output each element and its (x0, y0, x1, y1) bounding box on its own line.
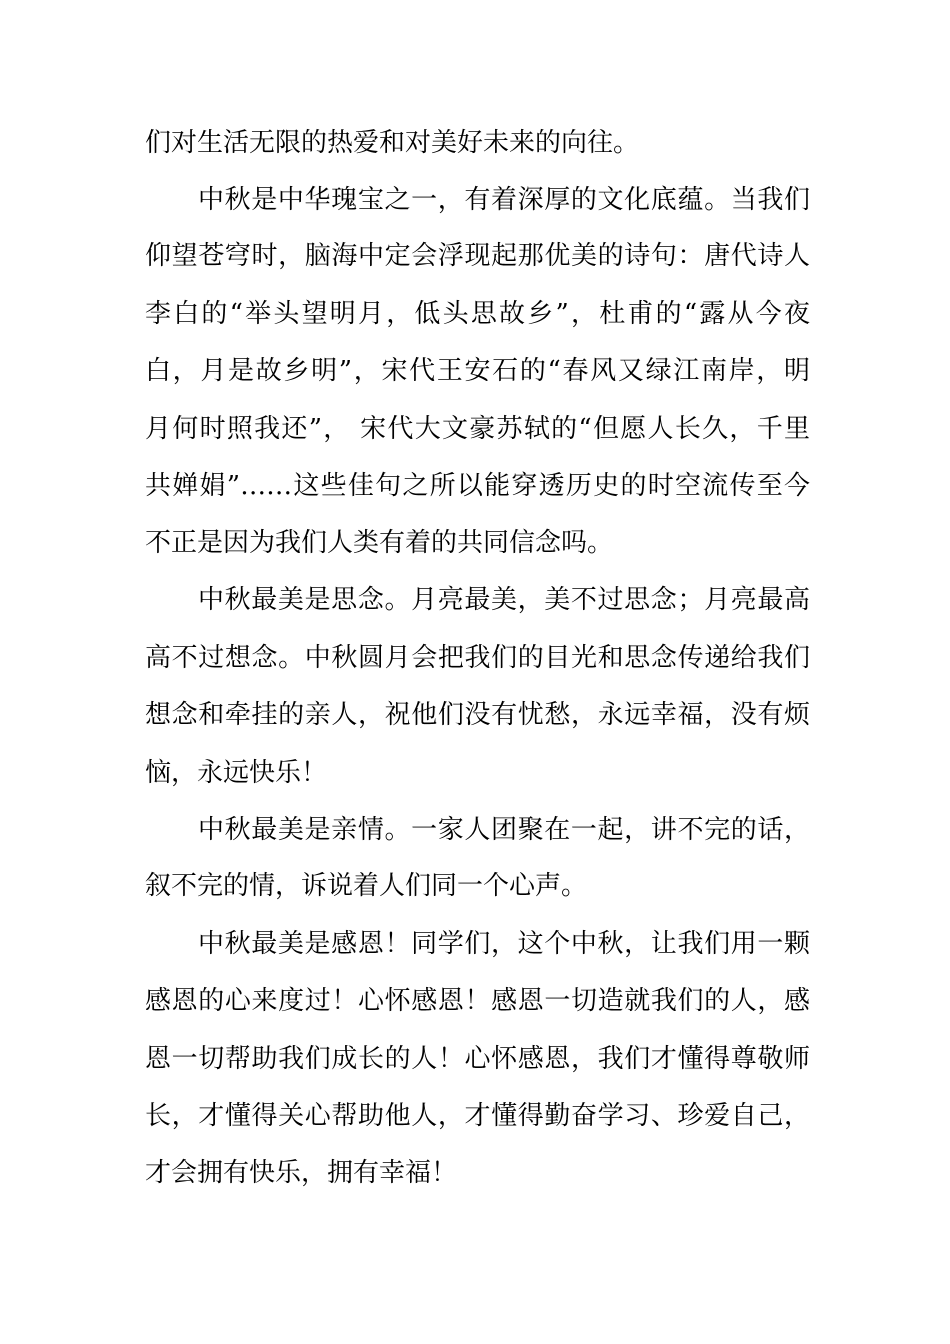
text-line: 不正是因为我们人类有着的共同信念吗。 (145, 528, 614, 558)
text-line: 长，才懂得关心帮助他人，才懂得勤奋学习、珍爱自己， (145, 1101, 810, 1131)
paragraph-first-line: 中秋最美是感恩！同学们，这个中秋，让我们用一颗 (198, 929, 810, 959)
text-line: 共婵娟”……这些佳句之所以能穿透历史的时空流传至今 (145, 471, 810, 501)
text-line: 才会拥有快乐，拥有幸福！ (145, 1158, 458, 1188)
text-line: 们对生活无限的热爱和对美好未来的向往。 (145, 128, 640, 158)
text-line: 李白的“举头望明月，低头思故乡”，杜甫的“露从今夜 (145, 299, 810, 329)
text-line: 想念和牵挂的亲人，祝他们没有忧愁，永远幸福，没有烦 (145, 700, 810, 730)
text-line: 高不过想念。中秋圆月会把我们的目光和思念传递给我们 (145, 643, 810, 673)
paragraph-first-line: 中秋最美是亲情。一家人团聚在一起，讲不完的话， (198, 815, 810, 845)
text-line: 白，月是故乡明”，宋代王安石的“春风又绿江南岸，明 (145, 356, 810, 386)
paragraph-first-line: 中秋是中华瑰宝之一，有着深厚的文化底蕴。当我们 (198, 185, 810, 215)
text-line: 叙不完的情，诉说着人们同一个心声。 (145, 871, 588, 901)
text-line: 恼，永远快乐！ (145, 758, 328, 788)
text-line: 感恩的心来度过！心怀感恩！感恩一切造就我们的人，感 (145, 986, 810, 1016)
paragraph-first-line: 中秋最美是思念。月亮最美，美不过思念；月亮最高 (198, 585, 810, 615)
text-line: 仰望苍穹时，脑海中定会浮现起那优美的诗句：唐代诗人 (145, 241, 810, 271)
text-line: 恩一切帮助我们成长的人！心怀感恩，我们才懂得尊敬师 (145, 1044, 810, 1074)
text-line: 月何时照我还”， 宋代大文豪苏轼的“但愿人长久，千里 (145, 414, 810, 444)
